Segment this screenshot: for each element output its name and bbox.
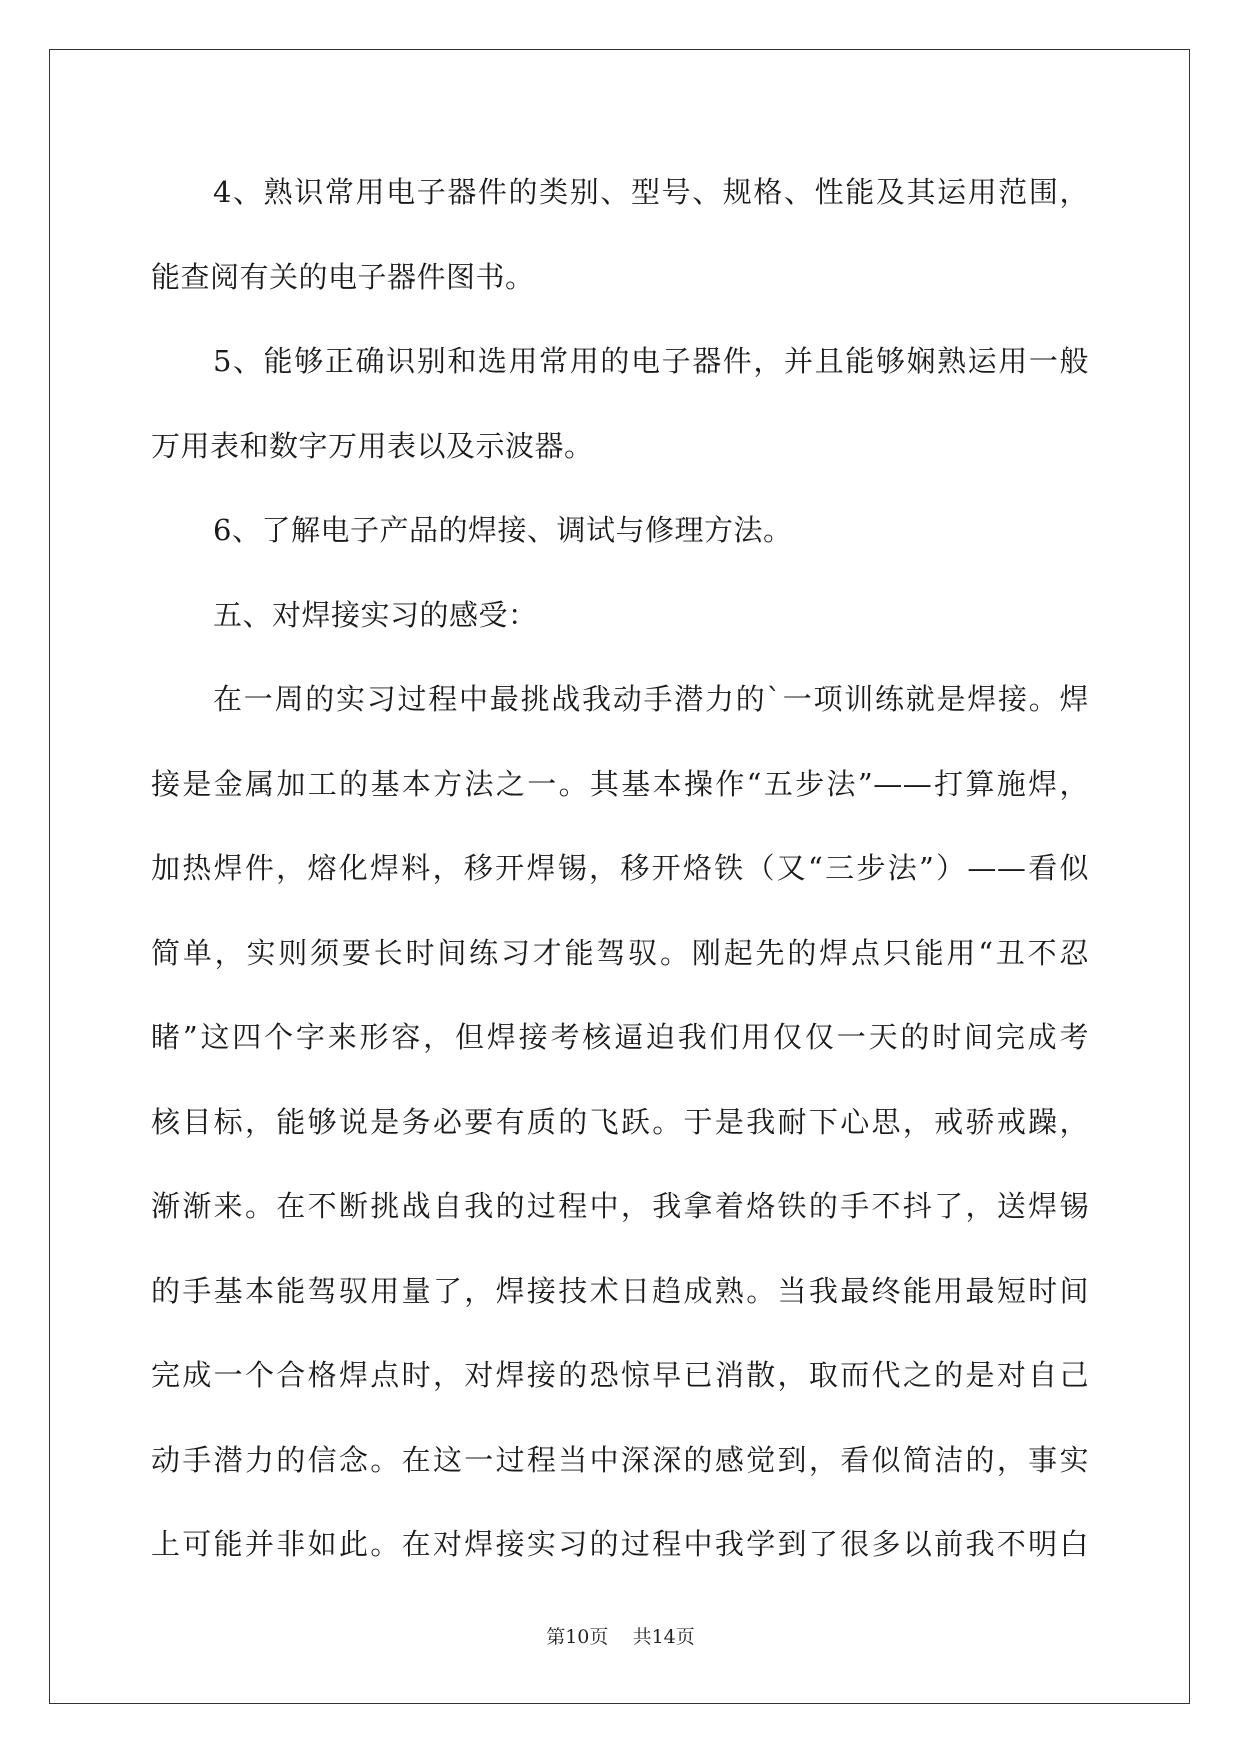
text-line: 接是金属加工的基本方法之一。其基本操作“五步法”——打算施焊， (151, 766, 1089, 801)
text-line: 渐渐来。在不断挑战自我的过程中，我拿着烙铁的手不抖了，送焊锡 (151, 1189, 1089, 1223)
text-line: 核目标，能够说是务必要有质的飞跃。于是我耐下心思，戒骄戒躁， (151, 1104, 1089, 1139)
text-line: 动手潜力的信念。在这一过程当中深深的感觉到，看似简洁的，事实 (151, 1442, 1089, 1477)
section-heading: 五、对焊接实习的感受： (213, 597, 538, 632)
text-line: 的手基本能驾驭用量了，焊接技术日趋成熟。当我最终能用最短时间 (151, 1273, 1089, 1308)
text-line: 能查阅有关的电子器件图书。 (151, 259, 535, 294)
document-body (151, 166, 1089, 1603)
text-line: 4、熟识常用电子器件的类别、型号、规格、性能及其运用范围， (213, 175, 1089, 209)
text-line: 5、能够正确识别和选用常用的电子器件，并且能够娴熟运用一般 (213, 344, 1089, 378)
text-line: 在一周的实习过程中最挑战我动手潜力的`一项训练就是焊接。焊 (213, 682, 1089, 716)
text-line: 睹”这四个字来形容，但焊接考核逼迫我们用仅仅一天的时间完成考 (151, 1020, 1089, 1054)
text-line: 简单，实则须要长时间练习才能驾驭。刚起先的焊点只能用“丑不忍 (151, 935, 1089, 970)
page-footer (0, 1625, 1241, 1649)
text-line: 万用表和数字万用表以及示波器。 (151, 428, 594, 463)
text-line: 加热焊件，熔化焊料，移开焊锡，移开烙铁（又“三步法”）——看似 (151, 851, 1089, 885)
text-line: 上可能并非如此。在对焊接实习的过程中我学到了很多以前我不明白 (151, 1527, 1089, 1561)
text-line: 6、了解电子产品的焊接、调试与修理方法。 (213, 513, 793, 547)
text-line: 完成一个合格焊点时，对焊接的恐惊早已消散，取而代之的是对自己 (151, 1358, 1089, 1392)
page-total: 共14页 (632, 1626, 695, 1648)
page-number: 第10页 (546, 1626, 609, 1648)
